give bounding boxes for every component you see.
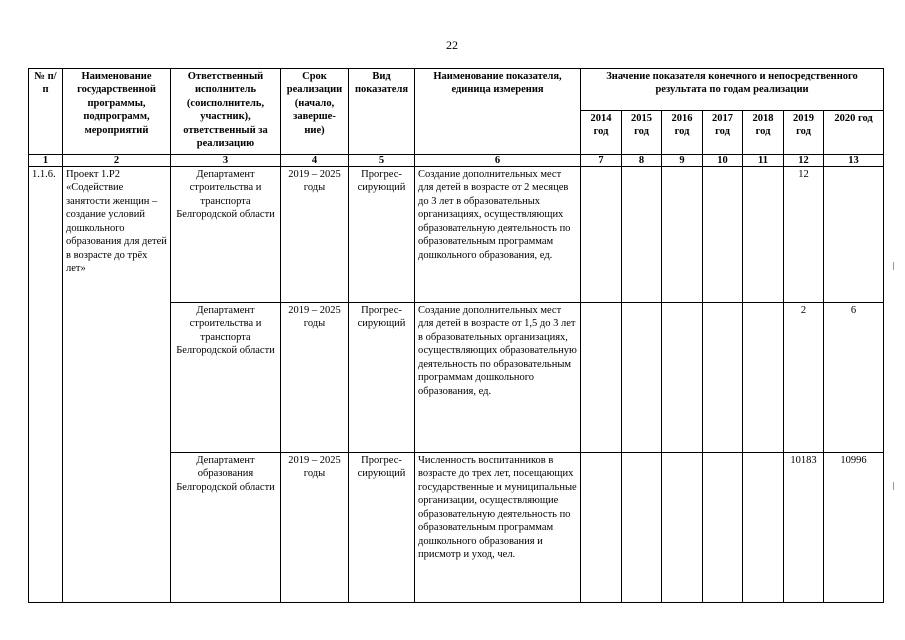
indicators-table [28, 68, 884, 603]
column-number: 6 [415, 155, 581, 167]
value-2016 [662, 303, 703, 453]
column-number: 5 [349, 155, 415, 167]
value-2020 [824, 167, 884, 303]
value-2018 [743, 303, 784, 453]
column-number: 2 [63, 155, 171, 167]
project-number: 1.1.6. [29, 167, 63, 603]
value-2015 [622, 303, 662, 453]
column-number: 12 [784, 155, 824, 167]
project-name: Проект 1.Р2 «Содействие занятости женщин – создание условий дошкольного образования для детей в возрасте до трёх лет» [63, 167, 171, 603]
column-number: 9 [662, 155, 703, 167]
row-executor: Департамент образования Белгородской области [171, 453, 281, 603]
value-2019: 12 [784, 167, 824, 303]
header-values-group: Значение показателя конечного и непосредственного результата по годам реализации [581, 69, 884, 111]
column-number: 1 [29, 155, 63, 167]
column-number: 8 [622, 155, 662, 167]
value-2015 [622, 453, 662, 603]
row-period: 2019 – 2025 годы [281, 167, 349, 303]
row-indicator: Численность воспитанников в возрасте до трех лет, посещающих государственные и муниципальные организации, осуществляющие образовательную деятельность по образовательным программам дошкольного образования и присмотр и уход, чел. [415, 453, 581, 603]
value-2014 [581, 453, 622, 603]
row-executor: Департамент строительства и транспорта Белгородской области [171, 303, 281, 453]
header-executor: Ответственный исполнитель (соисполнитель, участник), ответственный за реализацию [171, 69, 281, 155]
header-year: 2015 год [622, 111, 662, 155]
row-indicator: Создание дополнительных мест для детей в возрасте от 2 месяцев до 3 лет в образовательных организациях, осуществляющих образовательную деятельность по образовательным программам дошкольного образования, ед. [415, 167, 581, 303]
header-year: 2014 год [581, 111, 622, 155]
column-number: 10 [703, 155, 743, 167]
header-year: 2019 год [784, 111, 824, 155]
row-kind: Прогрес-сирующий [349, 303, 415, 453]
value-2017 [703, 303, 743, 453]
header-indicator: Наименование показателя, единица измерения [415, 69, 581, 155]
scan-margin-mark [893, 262, 894, 270]
value-2016 [662, 167, 703, 303]
header-year: 2018 год [743, 111, 784, 155]
column-number: 13 [824, 155, 884, 167]
value-2014 [581, 167, 622, 303]
column-number: 3 [171, 155, 281, 167]
column-number: 11 [743, 155, 784, 167]
value-2018 [743, 453, 784, 603]
value-2014 [581, 303, 622, 453]
value-2017 [703, 167, 743, 303]
row-executor: Департамент строительства и транспорта Белгородской области [171, 167, 281, 303]
header-year: 2016 год [662, 111, 703, 155]
scan-margin-mark [893, 482, 894, 490]
header-program: Наименование государственной программы, подпрограмм, мероприятий [63, 69, 171, 155]
column-numbers-row [29, 155, 884, 167]
page-number: 22 [446, 38, 458, 52]
row-kind: Прогрес-сирующий [349, 167, 415, 303]
value-2019: 10183 [784, 453, 824, 603]
value-2017 [703, 453, 743, 603]
value-2018 [743, 167, 784, 303]
header-period: Срок реализации (начало, заверше-ние) [281, 69, 349, 155]
value-2020: 10996 [824, 453, 884, 603]
header-kind: Вид показателя [349, 69, 415, 155]
column-number: 7 [581, 155, 622, 167]
header-num: № п/п [29, 69, 63, 155]
column-number: 4 [281, 155, 349, 167]
row-period: 2019 – 2025 годы [281, 453, 349, 603]
table-row [29, 167, 884, 303]
header-year: 2020 год [824, 111, 884, 155]
value-2019: 2 [784, 303, 824, 453]
value-2020: 6 [824, 303, 884, 453]
header-year: 2017 год [703, 111, 743, 155]
row-period: 2019 – 2025 годы [281, 303, 349, 453]
row-kind: Прогрес-сирующий [349, 453, 415, 603]
value-2016 [662, 453, 703, 603]
value-2015 [622, 167, 662, 303]
row-indicator: Создание дополнительных мест для детей в возрасте от 1,5 до 3 лет в образовательных организациях, осуществляющих образовательную деятельность по образовательным программам дошкольного образования, ед. [415, 303, 581, 453]
